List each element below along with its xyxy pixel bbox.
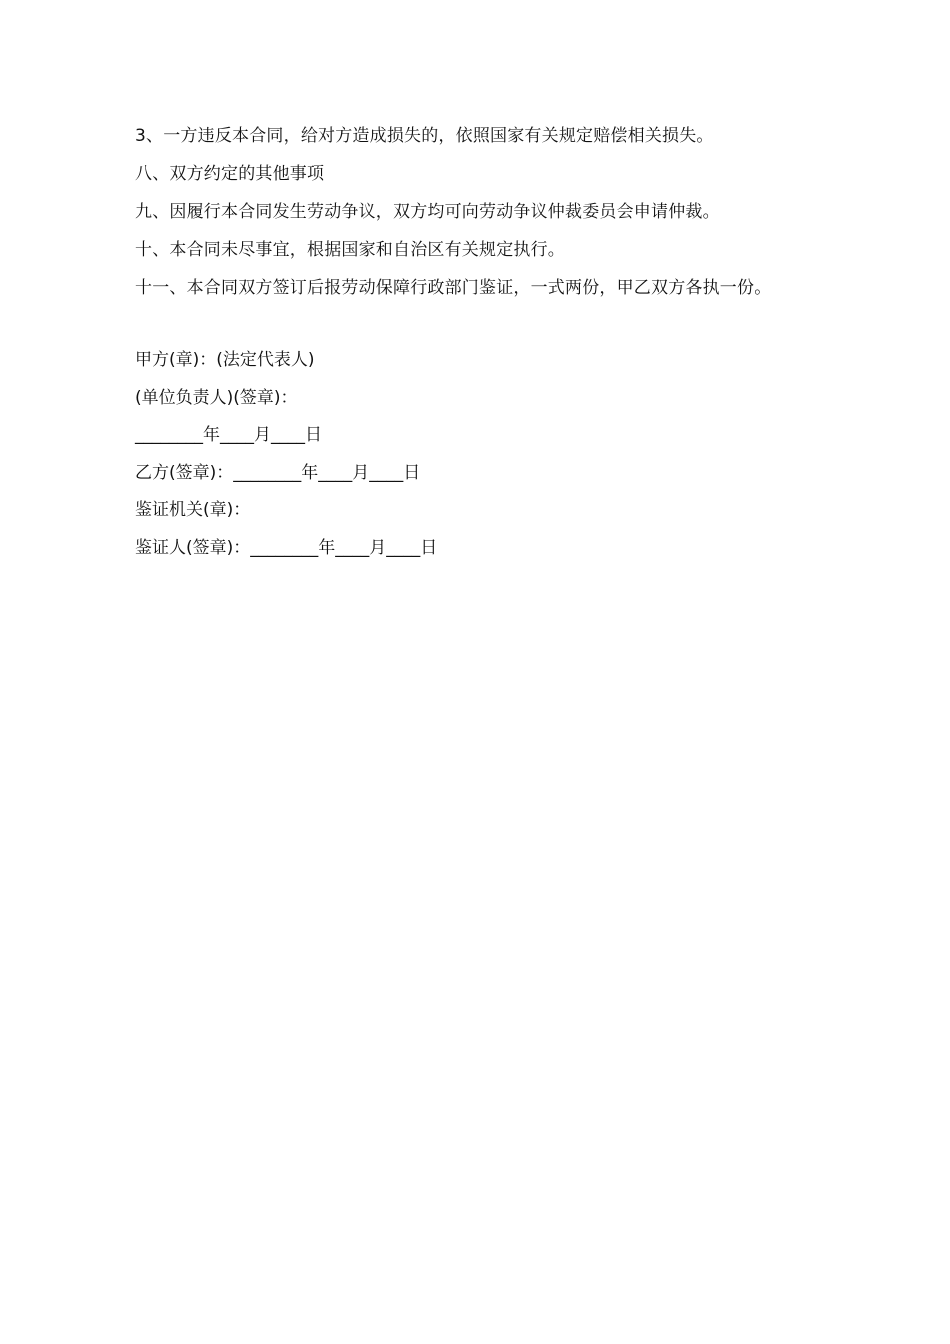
signature-block bbox=[135, 348, 875, 573]
verifier-signature-date: 鉴证人(签章)：________年____月____日 bbox=[135, 537, 438, 558]
clause-labor-dispute: 九、因履行本合同发生劳动争议，双方均可向劳动争议仲裁委员会申请仲裁。 bbox=[135, 202, 720, 222]
unit-leader-signature: (单位负责人)(签章)： bbox=[135, 387, 298, 408]
clause-other-matters: 八、双方约定的其他事项 bbox=[135, 164, 325, 184]
party-b-signature-date: 乙方(签章)：________年____月____日 bbox=[135, 462, 421, 483]
party-a-date: ________年____月____日 bbox=[135, 425, 322, 445]
clause-compensation: 3、一方违反本合同，给对方造成损失的，依照国家有关规定赔偿相关损失。 bbox=[135, 126, 714, 146]
clause-verification-copies: 十一、本合同双方签订后报劳动保障行政部门鉴证，一式两份，甲乙双方各执一份。 bbox=[135, 278, 772, 298]
party-a-seal: 甲方(章)：(法定代表人) bbox=[135, 350, 315, 370]
clause-unresolved-matters: 十、本合同未尽事宜，根据国家和自治区有关规定执行。 bbox=[135, 240, 565, 260]
verification-authority-seal: 鉴证机关(章)： bbox=[135, 500, 251, 520]
contract-clauses bbox=[135, 124, 875, 314]
